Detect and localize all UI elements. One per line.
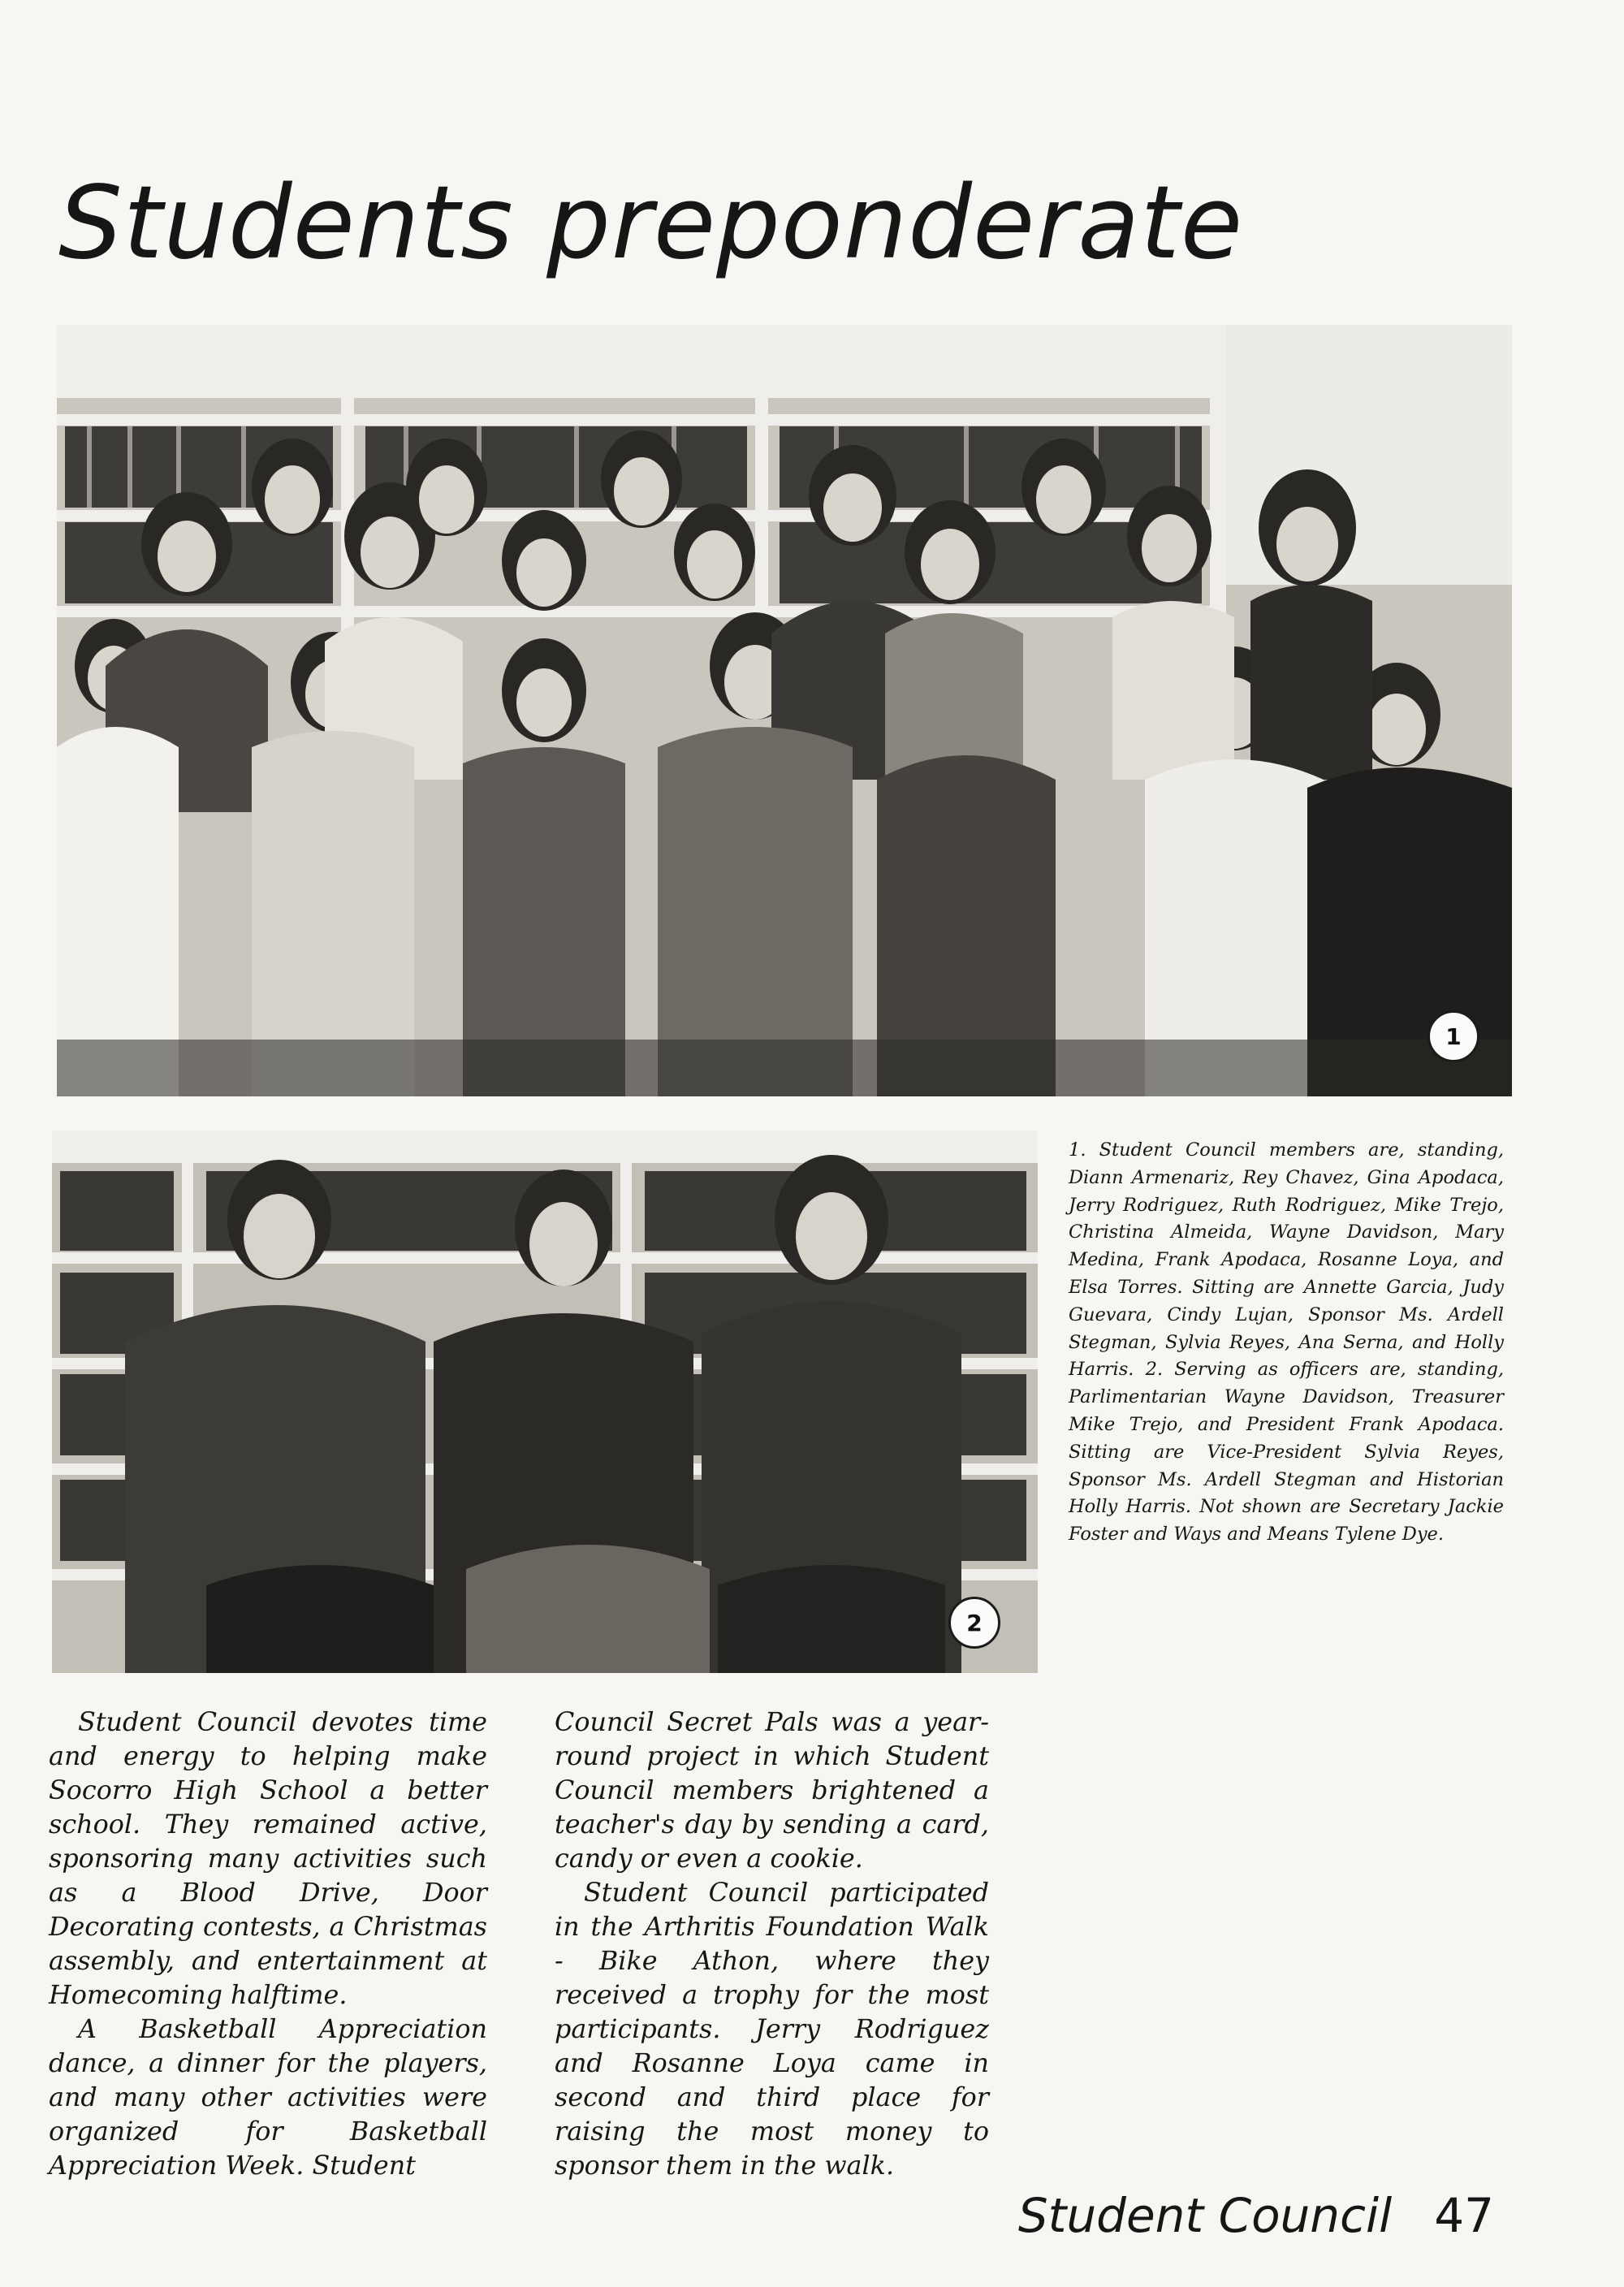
body-paragraph: A Basketball Appreciation dance, a dinner for the players, and many other activities were organized for Basketball Appreciation Week. Student: [49, 2014, 487, 2181]
group-photo-1: [57, 325, 1512, 1096]
footer-section-title: Student Council: [1017, 2188, 1393, 2243]
group-photo-icon: [52, 1131, 1038, 1673]
body-paragraph: Student Council devotes time and energy to helping make Socorro High School a better school. They remained active, sponsoring many activities such as a Blood Drive, Door Decorating contests, a Christmas assembly, and entertainment at Homecoming halftime.: [49, 1707, 487, 2010]
page-number: 47: [1434, 2188, 1494, 2243]
photo-number-badge-2: 2: [948, 1597, 1000, 1649]
group-photo-2: [52, 1131, 1038, 1673]
photo-number-badge-1: 1: [1427, 1010, 1479, 1062]
body-paragraph: Council Secret Pals was a year-round project in which Student Council members brightened a teacher's day by sending a card, candy or even a cookie.: [555, 1707, 989, 1874]
group-photo-icon: [57, 325, 1512, 1096]
page-footer: [1018, 2187, 1494, 2244]
photo-caption: 1. Student Council members are, standing, Diann Armenariz, Rey Chavez, Gina Apodaca, Jerry Rodriguez, Ruth Rodriguez, Mike Trejo, Christina Almeida, Wayne Davidson, Mary Medina, Frank Apodaca, Rosanne Loya, and Elsa Torres. Sitting are Annette Garcia, Judy Guevara, Cindy Lujan, Sponsor Ms. Ardell Stegman, Sylvia Reyes, Ana Serna, and Holly Harris. 2. Serving as officers are, standing, Parlimentarian Wayne Davidson, Treasurer Mike Trejo, and President Frank Apodaca. Sitting are Vice-President Sylvia Reyes, Sponsor Ms. Ardell Stegman and Historian Holly Harris. Not shown are Secretary Jackie Foster and Ways and Means Tylene Dye.: [1069, 1139, 1504, 1546]
body-column-1: [49, 1706, 487, 2183]
page-headline: Students preponderate: [58, 165, 1244, 282]
body-column-2: [555, 1706, 989, 2183]
body-paragraph: Student Council participated in the Arthritis Foundation Walk - Bike Athon, where they received a trophy for the most participants. Jerry Rodriguez and Rosanne Loya came in second and third place for raising the most money to sponsor them in the walk.: [555, 1878, 989, 2181]
